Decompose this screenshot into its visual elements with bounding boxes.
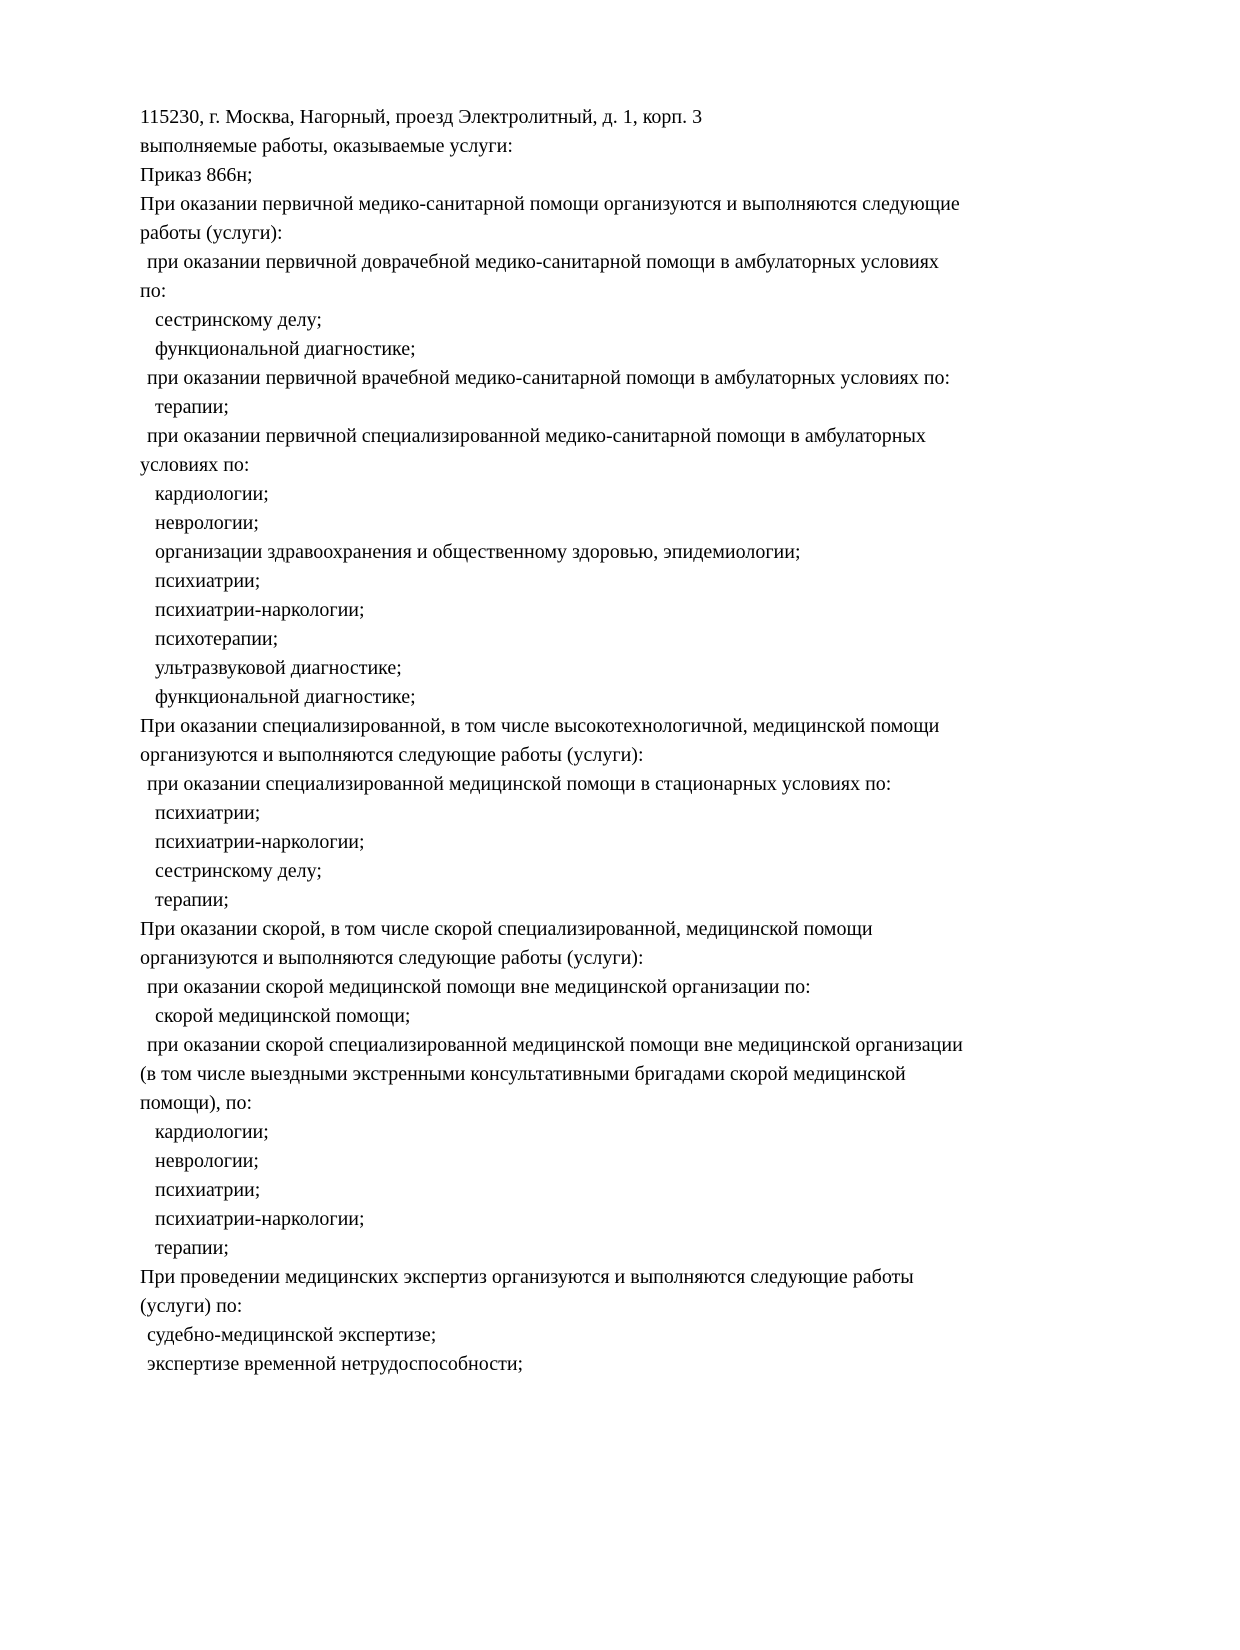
document-line: ультразвуковой диагностике;	[155, 657, 402, 679]
document-line: При оказании первичной медико-санитарной помощи организуются и выполняются следующие	[140, 193, 960, 215]
document-line: кардиологии;	[155, 483, 269, 505]
document-line: психиатрии-наркологии;	[155, 1208, 365, 1230]
document-line: неврологии;	[155, 512, 259, 534]
document-line: терапии;	[155, 1237, 229, 1259]
document-line: сестринскому делу;	[155, 309, 322, 331]
document-line: терапии;	[155, 396, 229, 418]
document-line: организуются и выполняются следующие работы (услуги):	[140, 744, 644, 766]
document-line: условиях по:	[140, 454, 250, 476]
document-line: психиатрии;	[155, 570, 261, 592]
document-line: (в том числе выездными экстренными консультативными бригадами скорой медицинской	[140, 1063, 906, 1085]
document-line: при оказании первичной доврачебной медико-санитарной помощи в амбулаторных условиях	[147, 251, 939, 273]
document-line: при оказании скорой медицинской помощи вне медицинской организации по:	[147, 976, 811, 998]
document-line: неврологии;	[155, 1150, 259, 1172]
document-line: организации здравоохранения и общественному здоровью, эпидемиологии;	[155, 541, 801, 563]
document-line: скорой медицинской помощи;	[155, 1005, 411, 1027]
document-line: При оказании специализированной, в том числе высокотехнологичной, медицинской помощи	[140, 715, 940, 737]
document-line: При проведении медицинских экспертиз организуются и выполняются следующие работы	[140, 1266, 914, 1288]
document-line: экспертизе временной нетрудоспособности;	[147, 1353, 524, 1375]
document-line: терапии;	[155, 889, 229, 911]
document-line: работы (услуги):	[140, 222, 283, 244]
document-line: при оказании первичной специализированной медико-санитарной помощи в амбулаторных	[147, 425, 926, 447]
document-line: психотерапии;	[155, 628, 279, 650]
document-line: при оказании специализированной медицинской помощи в стационарных условиях по:	[147, 773, 892, 795]
document-line: судебно-медицинской экспертизе;	[147, 1324, 437, 1346]
document-line: психиатрии;	[155, 1179, 261, 1201]
document-line: психиатрии;	[155, 802, 261, 824]
document-line: при оказании первичной врачебной медико-санитарной помощи в амбулаторных условиях по:	[147, 367, 951, 389]
document-line: кардиологии;	[155, 1121, 269, 1143]
document-line: при оказании скорой специализированной медицинской помощи вне медицинской организации	[147, 1034, 963, 1056]
document-line: функциональной диагностике;	[155, 686, 416, 708]
document-line: сестринскому делу;	[155, 860, 322, 882]
document-line: выполняемые работы, оказываемые услуги:	[140, 135, 513, 157]
document-line: (услуги) по:	[140, 1295, 243, 1317]
document-line: организуются и выполняются следующие работы (услуги):	[140, 947, 644, 969]
document-line: помощи), по:	[140, 1092, 253, 1114]
document-text-block	[140, 103, 1140, 1379]
document-line: функциональной диагностике;	[155, 338, 416, 360]
document-line: При оказании скорой, в том числе скорой специализированной, медицинской помощи	[140, 918, 873, 940]
document-line: Приказ 866н;	[140, 164, 253, 186]
document-line: 115230, г. Москва, Нагорный, проезд Электролитный, д. 1, корп. 3	[140, 106, 703, 128]
document-line: психиатрии-наркологии;	[155, 599, 365, 621]
document-line: по:	[140, 280, 167, 302]
document-line: психиатрии-наркологии;	[155, 831, 365, 853]
